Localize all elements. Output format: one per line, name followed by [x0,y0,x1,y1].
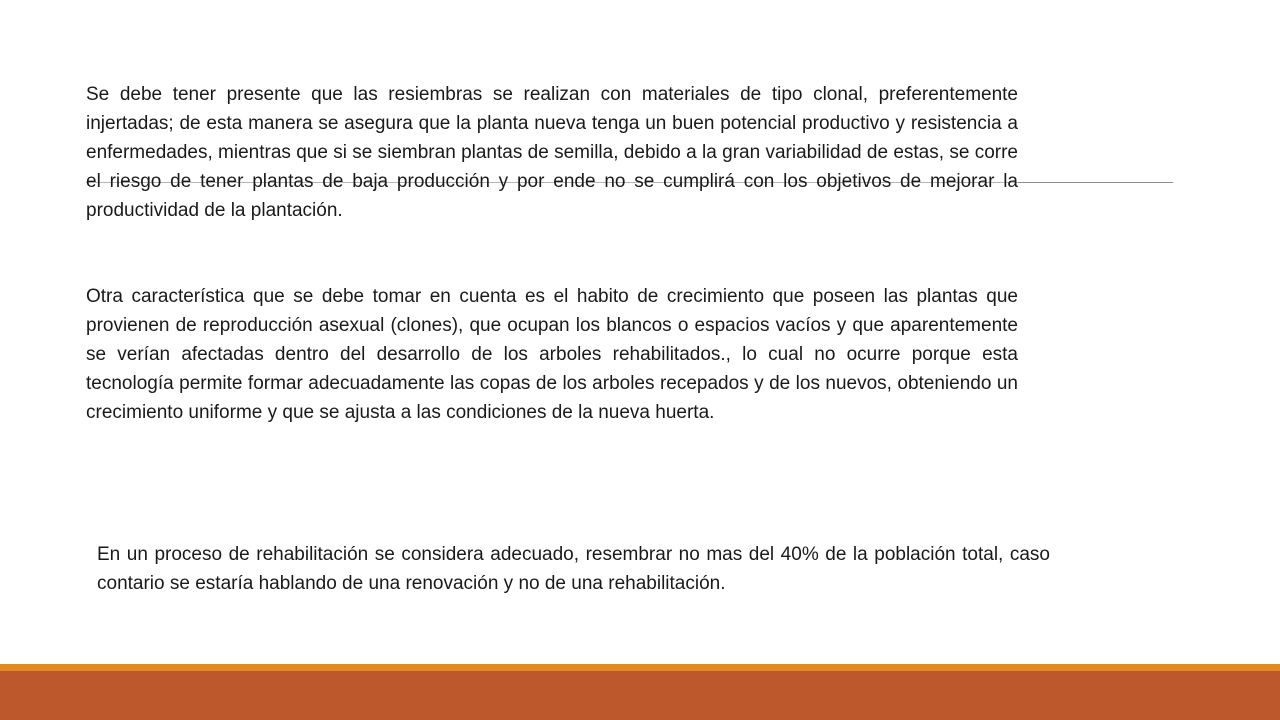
divider-line [1018,182,1173,183]
paragraph-rehabilitacion: En un proceso de rehabilitación se considera adecuado, resembrar no mas del 40% de la población total, caso contario se estaría hablando de una renovación y no de una rehabilitación. [97,544,1050,594]
paragraph-resiembras: Se debe tener presente que las resiembras se realizan con materiales de tipo clonal, preferentemente injertadas; de esta manera se asegura que la planta nueva tenga un buen potencial productivo y resistencia a enfermedades, mientras que si se siembran plantas de semilla, debido a la gran variabilidad de estas, se corre el riesgo de tener plantas de baja producción y por ende no se cumplirá con los objetivos de mejorar la productividad de la plantación. [86,84,1018,221]
paragraph-habito-crecimiento: Otra característica que se debe tomar en cuenta es el habito de crecimiento que poseen las plantas que provienen de reproducción asexual (clones), que ocupan los blancos o espacios vacíos y que aparentemente se verían afectadas dentro del desarrollo de los arboles rehabilitados., lo cual no ocurre porque esta tecnología permite formar adecuadamente las copas de los arboles recepados y de los nuevos, obteniendo un crecimiento uniforme y que se ajusta a las condiciones de la nueva huerta. [86,286,1018,423]
footer-band-orange [0,664,1280,671]
footer-band-rust [0,671,1280,720]
